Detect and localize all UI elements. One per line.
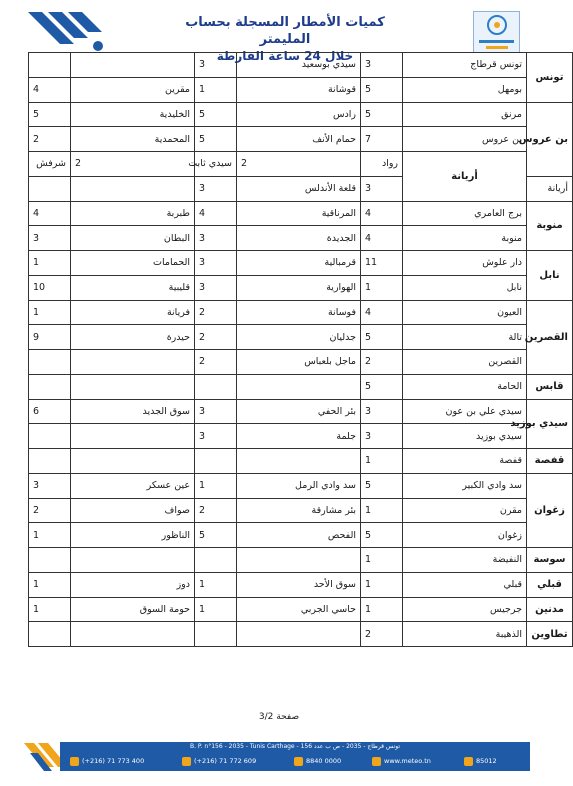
station-cell: الذهيبة [403,622,527,647]
value-cell: 4 [361,226,403,251]
page-number: صفحة 3/2 [258,712,300,722]
contact-website[interactable]: www.meteo.tn [372,754,431,768]
station-cell: مقرين [71,77,195,102]
station-cell: الخليدية [71,102,195,127]
logo-stripes-icon [28,12,106,54]
value-cell: 5 [361,102,403,127]
table-row [29,572,573,597]
value-cell: 3 [29,473,71,498]
phone-icon [70,757,79,766]
value-cell [29,622,71,647]
governorate-cell: سيدي بوزيد [527,399,573,449]
value-cell: 2 [71,152,195,177]
value-cell: 5 [361,325,403,350]
value-cell: 5 [29,102,71,127]
value-cell: 3 [29,226,71,251]
station-cell: مقرن [403,498,527,523]
station-cell: ماجل بلعباس [237,350,361,375]
value-cell [195,548,237,573]
value-cell: 4 [361,300,403,325]
station-cell: فريانة [71,300,195,325]
value-cell: 4 [195,201,237,226]
value-cell: 4 [29,77,71,102]
station-cell: سيدي بوزيد [403,424,527,449]
station-cell: تونس قرطاج [403,53,527,78]
value-cell: 11 [361,251,403,276]
station-cell: النفيضة [403,548,527,573]
table-row [29,597,573,622]
globe-icon [372,757,381,766]
station-cell: بئر مشارقة [237,498,361,523]
station-cell: قفصة [403,449,527,474]
table-row [29,226,573,251]
station-cell: برج العامري [403,201,527,226]
value-cell [29,176,71,201]
table-row [29,350,573,375]
station-cell: سيدي علي بن عون [403,399,527,424]
value-cell: 3 [195,399,237,424]
station-cell [71,350,195,375]
station-cell [71,424,195,449]
value-cell: 3 [361,399,403,424]
value-cell: 1 [195,77,237,102]
value-cell: 5 [361,473,403,498]
station-cell: قلعة الأندلس [237,176,361,201]
governorate-cell: زغوان [527,473,573,547]
value-cell: 5 [195,127,237,152]
table-row [29,77,573,102]
table-row [29,399,573,424]
station-cell [237,449,361,474]
station-cell [71,176,195,201]
value-cell: 9 [29,325,71,350]
mail-icon [464,757,473,766]
title-line-1: كميات الأمطار المسجلة بحساب المليمتر [185,15,385,47]
value-cell: 5 [361,523,403,548]
contact-po-box: 85012 [464,754,497,768]
table-row [29,548,573,573]
value-cell [29,424,71,449]
station-cell: الجديدة [237,226,361,251]
value-cell: 3 [195,176,237,201]
station-cell [71,548,195,573]
value-cell: 1 [361,597,403,622]
station-cell: رواد [361,152,403,177]
value-cell [29,449,71,474]
value-cell: 3 [195,424,237,449]
value-cell [195,374,237,399]
station-cell: تالة [403,325,527,350]
value-cell: 6 [29,399,71,424]
governorate-cell: أريانة [403,152,527,202]
value-cell: 2 [195,350,237,375]
table-row [29,449,573,474]
value-cell: 4 [29,201,71,226]
footer-contacts [62,754,528,768]
station-cell: قليبية [71,275,195,300]
value-cell: 1 [361,548,403,573]
value-cell: 3 [195,53,237,78]
station-cell [71,53,195,78]
station-cell: المرناقية [237,201,361,226]
value-cell: 2 [361,622,403,647]
value-cell: 1 [361,449,403,474]
governorate-cell: سوسة [527,548,573,573]
value-cell: 2 [29,498,71,523]
table-row [29,622,573,647]
value-cell: 1 [29,300,71,325]
station-cell: قرمبالية [237,251,361,276]
station-cell: جلمة [237,424,361,449]
station-cell: سوق الجديد [71,399,195,424]
station-cell: شرفش [29,152,71,177]
station-cell: الفحص [237,523,361,548]
table-row [29,325,573,350]
value-cell: 5 [361,374,403,399]
value-cell: 3 [195,251,237,276]
value-cell: 3 [361,53,403,78]
station-cell: جرجيس [403,597,527,622]
table-row [29,473,573,498]
governorate-cell: قفصة [527,449,573,474]
value-cell: 3 [361,424,403,449]
table-row [29,300,573,325]
table-row [29,275,573,300]
table-row [29,523,573,548]
contact-phone-1: (+216) 71 773 400 [70,754,144,768]
station-cell: مرنق [403,102,527,127]
value-cell [29,548,71,573]
station-cell: حاسي الجربي [237,597,361,622]
value-cell: 5 [195,102,237,127]
value-cell: 1 [195,572,237,597]
value-cell: 2 [195,325,237,350]
footer-address: B. P. n°156 - 2035 - Tunis Carthage - تونس قرطاج - 2035 - ص ب عدد 156 [189,743,400,750]
value-cell: 5 [361,77,403,102]
institute-logo [473,11,520,53]
value-cell: 1 [361,275,403,300]
governorate-cell: نابل [527,251,573,301]
station-cell: بن عروس [403,127,527,152]
station-cell: الهوارية [237,275,361,300]
value-cell: 1 [29,572,71,597]
value-cell: 10 [29,275,71,300]
station-cell: بومهل [403,77,527,102]
station-cell: العيون [403,300,527,325]
station-cell: حيدرة [71,325,195,350]
value-cell: 4 [361,201,403,226]
station-cell: قوشانة [237,77,361,102]
station-cell: حمام الأنف [237,127,361,152]
value-cell: 2 [361,350,403,375]
station-cell: دوز [71,572,195,597]
table-row [29,251,573,276]
table-row [29,102,573,127]
station-cell: سيدي ثابت [195,152,237,177]
governorate-cell: تونس [527,53,573,103]
station-cell [237,374,361,399]
governorate-cell: منوبة [527,201,573,251]
value-cell [29,350,71,375]
table-row [29,424,573,449]
governorate-cell: مدنين [527,597,573,622]
value-cell: 1 [195,473,237,498]
table-row [29,152,573,177]
station-cell: أريانة [527,176,573,201]
station-cell [237,622,361,647]
station-cell: سد وادي الرمل [237,473,361,498]
station-cell: دار علوش [403,251,527,276]
station-cell [71,622,195,647]
value-cell [195,449,237,474]
station-cell: قبلي [403,572,527,597]
station-cell: بئر الحفي [237,399,361,424]
station-cell [71,449,195,474]
governorate-cell: قابس [527,374,573,399]
station-cell: القصرين [403,350,527,375]
station-cell: نابل [403,275,527,300]
value-cell: 2 [195,498,237,523]
station-cell: حومة السوق [71,597,195,622]
value-cell: 1 [195,597,237,622]
station-cell: عين عسكر [71,473,195,498]
station-cell [237,548,361,573]
value-cell: 1 [361,572,403,597]
station-cell: الحمامات [71,251,195,276]
title-line-2: خلال 24 ساعة الفارطة [216,49,354,63]
value-cell: 1 [361,498,403,523]
station-cell: طبربة [71,201,195,226]
table-row [29,374,573,399]
rainfall-table [28,52,573,647]
phone-icon [182,757,191,766]
value-cell: 3 [195,275,237,300]
value-cell: 1 [29,251,71,276]
value-cell: 2 [29,127,71,152]
table-row [29,498,573,523]
value-cell [195,622,237,647]
governorate-cell: القصرين [527,300,573,374]
station-cell [71,374,195,399]
value-cell: 5 [195,523,237,548]
value-cell: 2 [195,300,237,325]
station-cell: جدليان [237,325,361,350]
station-cell: سد وادي الكبير [403,473,527,498]
table-row [29,53,573,78]
contact-phone-2: (+216) 71 772 609 [182,754,256,768]
station-cell: فوسانة [237,300,361,325]
station-cell: زغوان [403,523,527,548]
value-cell [29,374,71,399]
governorate-cell: قبلي [527,572,573,597]
table-row [29,127,573,152]
station-cell: الحامة [403,374,527,399]
governorate-cell: تطاوين [527,622,573,647]
station-cell: سيدي بوسعيد [237,53,361,78]
governorate-cell: بن عروس [527,102,573,176]
value-cell: 7 [361,127,403,152]
station-cell: صواف [71,498,195,523]
value-cell: 2 [237,152,361,177]
fax-icon [294,757,303,766]
sun-icon [487,15,507,35]
value-cell: 1 [29,597,71,622]
table-row [29,201,573,226]
station-cell: سوق الأحد [237,572,361,597]
value-cell: 3 [195,226,237,251]
value-cell: 3 [361,176,403,201]
station-cell: المحمدية [71,127,195,152]
station-cell: البطان [71,226,195,251]
station-cell: منوبة [403,226,527,251]
contact-fax: 8840 0000 [294,754,341,768]
value-cell [29,53,71,78]
value-cell: 1 [29,523,71,548]
station-cell: رادس [237,102,361,127]
station-cell: الناظور [71,523,195,548]
